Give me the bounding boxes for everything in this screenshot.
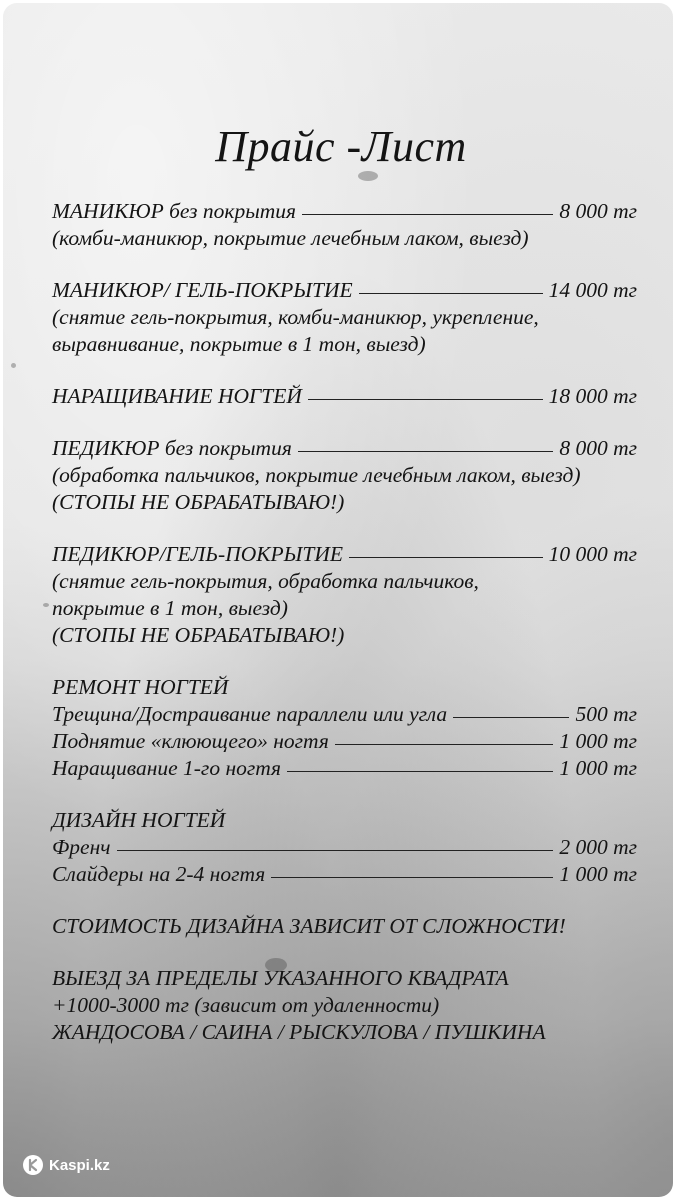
service-note: выравнивание, покрытие в 1 тон, выезд): [52, 332, 426, 356]
design-note-section: [52, 913, 637, 940]
service-price: 1 000 тг: [559, 756, 637, 780]
service-price: 1 000 тг: [559, 862, 637, 886]
service-price: 500 тг: [575, 702, 637, 726]
price-row: [52, 198, 637, 225]
service-label: Поднятие «клюющего» ногтя: [52, 729, 329, 753]
leader-line: [349, 557, 543, 558]
warning-note: (СТОПЫ НЕ ОБРАБАТЫВАЮ!): [52, 490, 345, 514]
service-price: 14 000 тг: [548, 278, 637, 302]
service-label: Слайдеры на 2-4 ногтя: [52, 862, 266, 886]
manicure-gel-section: [52, 277, 637, 358]
pedicure-gel-section: [52, 541, 637, 649]
section-heading: РЕМОНТ НОГТЕЙ: [52, 675, 229, 699]
price-row: [52, 755, 637, 782]
leader-line: [302, 214, 553, 215]
service-note: (обработка пальчиков, покрытие лечебным лаком, выезд): [52, 463, 581, 487]
texture-speck: [43, 603, 49, 607]
travel-heading: ВЫЕЗД ЗА ПРЕДЕЛЫ УКАЗАННОГО КВАДРАТА: [52, 966, 509, 990]
service-label: МАНИКЮР без покрытия: [52, 199, 297, 223]
travel-section: [52, 965, 637, 1046]
kaspi-watermark: [23, 1155, 110, 1175]
price-row: [52, 834, 637, 861]
leader-line: [287, 771, 553, 772]
price-row: [52, 435, 637, 462]
section-heading: ДИЗАЙН НОГТЕЙ: [52, 808, 226, 832]
service-note: (снятие гель-покрытия, комби-маникюр, укрепление,: [52, 305, 539, 329]
leader-line: [271, 877, 553, 878]
texture-speck: [11, 363, 16, 368]
travel-area: ЖАНДОСОВА / САИНА / РЫСКУЛОВА / ПУШКИНА: [52, 1020, 546, 1044]
page-title: Прайс -Лист: [215, 122, 467, 171]
pedicure-section: [52, 435, 637, 516]
service-note: (снятие гель-покрытия, обработка пальчиков,: [52, 569, 479, 593]
service-price: 1 000 тг: [559, 729, 637, 753]
texture-speck: [358, 171, 378, 181]
service-label: ПЕДИКЮР без покрытия: [52, 436, 292, 460]
extension-section: [52, 383, 637, 410]
service-label: МАНИКЮР/ ГЕЛЬ-ПОКРЫТИЕ: [52, 278, 353, 302]
price-row: [52, 541, 637, 568]
service-label: Френч: [52, 835, 111, 859]
kaspi-logo-icon: [23, 1155, 43, 1175]
price-row: [52, 728, 637, 755]
service-label: ПЕДИКЮР/ГЕЛЬ-ПОКРЫТИЕ: [52, 542, 344, 566]
leader-line: [453, 717, 569, 718]
repair-section: [52, 674, 637, 782]
service-price: 18 000 тг: [548, 384, 637, 408]
watermark-text: Kaspi.kz: [49, 1156, 110, 1174]
service-label: Наращивание 1-го ногтя: [52, 756, 282, 780]
price-row: [52, 861, 637, 888]
service-note: покрытие в 1 тон, выезд): [52, 596, 288, 620]
leader-line: [117, 850, 554, 851]
service-price: 2 000 тг: [559, 835, 637, 859]
service-note: (комби-маникюр, покрытие лечебным лаком, выезд): [52, 226, 529, 250]
service-price: 8 000 тг: [559, 199, 637, 223]
price-list: [52, 198, 637, 1071]
manicure-section: [52, 198, 637, 252]
design-complexity-note: СТОИМОСТЬ ДИЗАЙНА ЗАВИСИТ ОТ СЛОЖНОСТИ!: [52, 914, 566, 938]
price-row: [52, 277, 637, 304]
service-label: НАРАЩИВАНИЕ НОГТЕЙ: [52, 384, 302, 408]
travel-surcharge: +1000-3000 тг (зависит от удаленности): [52, 993, 440, 1017]
leader-line: [308, 399, 543, 400]
leader-line: [359, 293, 543, 294]
price-list-card: [3, 3, 673, 1197]
service-label: Трещина/Достраивание параллели или угла: [52, 702, 448, 726]
design-section: [52, 807, 637, 888]
leader-line: [298, 451, 554, 452]
leader-line: [335, 744, 554, 745]
warning-note: (СТОПЫ НЕ ОБРАБАТЫВАЮ!): [52, 623, 345, 647]
price-row: [52, 701, 637, 728]
service-price: 8 000 тг: [559, 436, 637, 460]
service-price: 10 000 тг: [548, 542, 637, 566]
price-row: [52, 383, 637, 410]
